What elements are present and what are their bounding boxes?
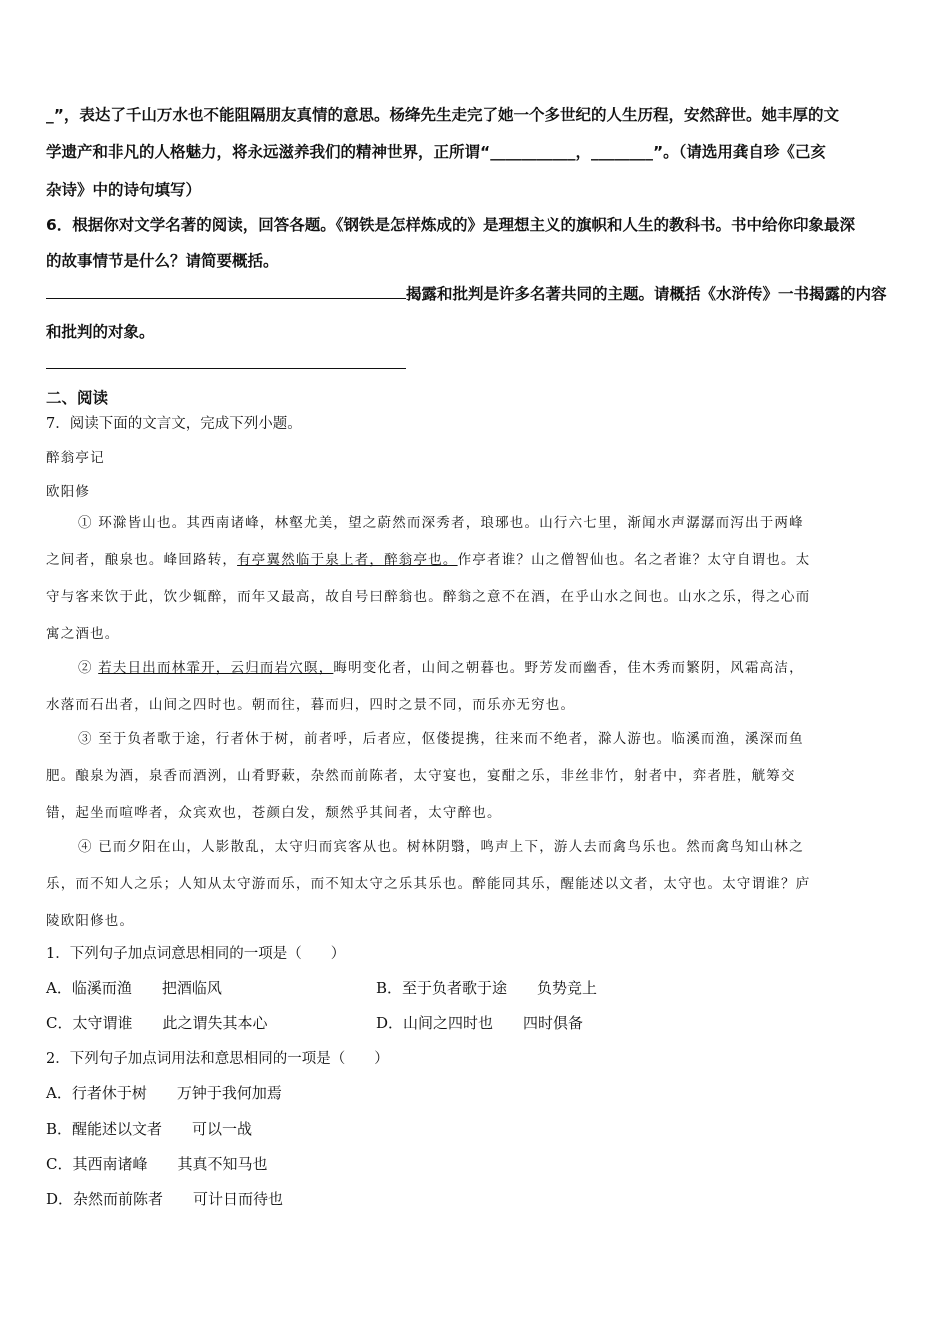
q6-line-3: 揭露和批判是许多名著共同的主题。请概括《水浒传》一书揭露的内容 — [406, 285, 887, 303]
underlined-sentence: 有亭翼然临于泉上者，醉翁亭也。 — [237, 552, 458, 568]
sub1-option-d[interactable]: D．山间之四时也 四时俱备 — [376, 1014, 584, 1032]
passage-p2-line-2: 水落而石出者，山间之四时也。朝而往，暮而归，四时之景不同，而乐亦无穷也。 — [46, 697, 576, 713]
passage-text: 作亭者谁？山之僧智仙也。名之者谁？太守自谓也。太 — [457, 552, 811, 568]
passage-author: 欧阳修 — [46, 484, 91, 500]
q7-stem: 7．阅读下面的文言文，完成下列小题。 — [46, 416, 302, 432]
sub1-option-c[interactable]: C．太守谓谁 此之谓失其本心 — [46, 1014, 268, 1032]
passage-p4-line-1: ④ 已而夕阳在山，人影散乱，太守归而宾客从也。树林阴翳，鸣声上下，游人去而禽鸟乐也。然而禽鸟知山林之 — [78, 839, 804, 855]
q6-line-4: 和批判的对象。 — [46, 323, 155, 341]
passage-p3-line-2: 肥。酿泉为酒，泉香而酒洌，山肴野蔌，杂然而前陈者，太守宴也，宴酣之乐，非丝非竹，射者中，弈者胜，觥筹交 — [46, 768, 796, 784]
passage-p3-line-3: 错，起坐而喧哗者，众宾欢也，苍颜白发，颓然乎其间者，太守醉也。 — [46, 805, 502, 821]
q5-line-3: 杂诗》中的诗句填写） — [46, 181, 202, 199]
sub2-option-c[interactable]: C．其西南诸峰 其真不知马也 — [46, 1155, 268, 1173]
passage-p1-line-2 — [46, 548, 810, 568]
answer-blank-2[interactable] — [46, 368, 406, 369]
sub2-option-b[interactable]: B．醒能述以文者 可以一战 — [46, 1120, 253, 1138]
passage-text: 晦明变化者，山间之朝暮也。野芳发而幽香，佳木秀而繁阴，风霜高洁， — [333, 660, 804, 676]
underlined-sentence: 若夫日出而林霏开，云归而岩穴暝， — [98, 660, 334, 676]
q6-line-2: 的故事情节是什么？请简要概括。 — [46, 252, 279, 270]
passage-p4-line-3: 陵欧阳修也。 — [46, 913, 135, 929]
passage-text: 之间者，酿泉也。峰回路转， — [46, 552, 238, 568]
passage-p1-line-1: ① 环滁皆山也。其西南诸峰，林壑尤美，望之蔚然而深秀者，琅琊也。山行六七里，渐闻水声潺潺而泻出于两峰 — [78, 515, 804, 531]
passage-p4-line-2: 乐，而不知人之乐；人知从太守游而乐，而不知太守之乐其乐也。醉能同其乐，醒能述以文者，太守也。太守谓谁？庐 — [46, 876, 811, 892]
answer-blank-1[interactable] — [46, 298, 406, 299]
passage-text: ② — [78, 660, 99, 676]
sub1-stem: 1．下列句子加点词意思相同的一项是（ ） — [46, 946, 346, 962]
passage-p1-line-3: 守与客来饮于此，饮少辄醉，而年又最高，故自号曰醉翁也。醉翁之意不在酒，在乎山水之间也。山水之乐，得之心而 — [46, 589, 811, 605]
q6-line-1: 6．根据你对文学名著的阅读，回答各题。《钢铁是怎样炼成的》是理想主义的旗帜和人生的教科书。书中给你印象最深 — [46, 216, 856, 234]
sub2-option-d[interactable]: D．杂然而前陈者 可计日而待也 — [46, 1190, 284, 1208]
q5-line-1: _”，表达了千山万水也不能阻隔朋友真情的意思。杨绛先生走完了她一个多世纪的人生历程，安然辞世。她丰厚的文 — [46, 106, 839, 124]
passage-p2-line-1 — [78, 656, 804, 676]
passage-p1-line-4: 寓之酒也。 — [46, 626, 120, 642]
sub1-option-b[interactable]: B．至于负者歌于途 负势竞上 — [376, 979, 598, 997]
q5-line-2: 学遗产和非凡的人格魅力，将永远滋养我们的精神世界，正所谓“___________，________”。（请选用龚自珍《己亥 — [46, 143, 826, 161]
section-heading: 二、阅读 — [46, 389, 109, 407]
passage-p3-line-1: ③ 至于负者歌于途，行者休于树，前者呼，后者应，伛偻提携，往来而不绝者，滁人游也。临溪而渔，溪深而鱼 — [78, 731, 804, 747]
sub1-option-a[interactable]: A．临溪而渔 把酒临风 — [46, 979, 222, 997]
passage-title: 醉翁亭记 — [46, 450, 105, 466]
sub2-stem: 2．下列句子加点词用法和意思相同的一项是（ ） — [46, 1051, 389, 1067]
sub2-option-a[interactable]: A．行者休于树 万钟于我何加焉 — [46, 1084, 282, 1102]
